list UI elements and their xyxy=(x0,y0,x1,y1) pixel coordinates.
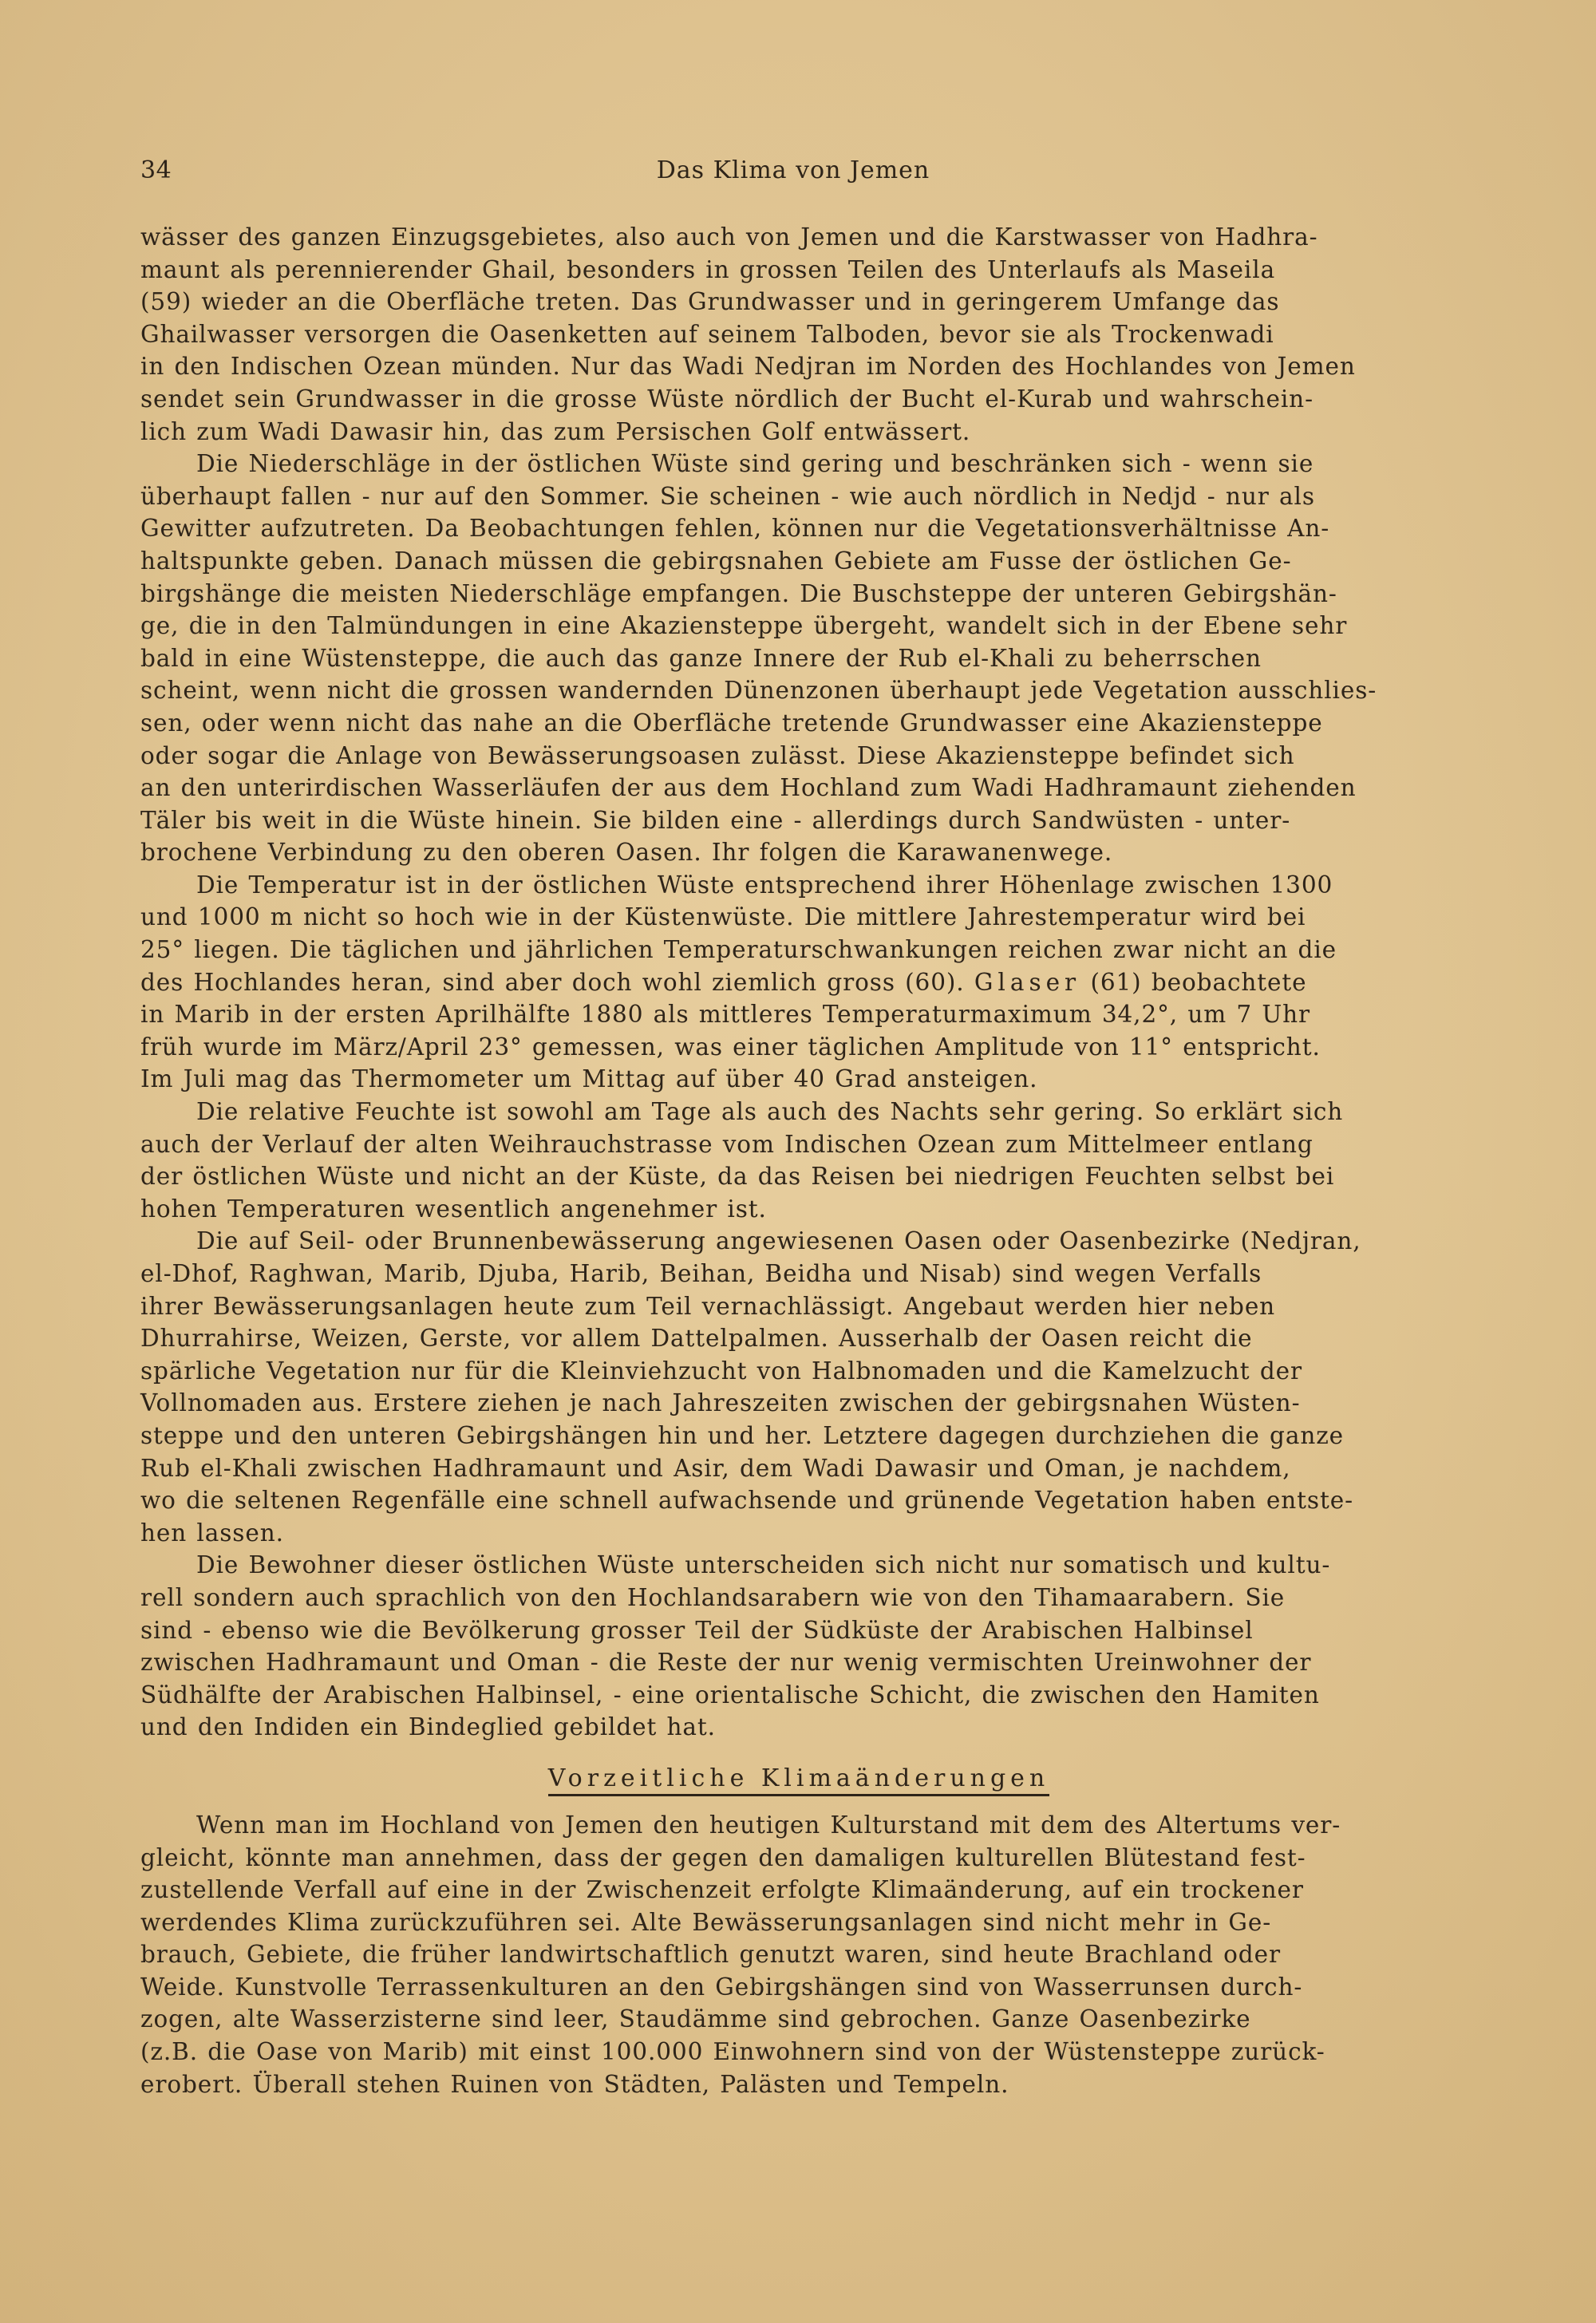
text-line: oder sogar die Anlage von Bewässerungsoasen zulässt. Diese Akaziensteppe befindet sich xyxy=(140,741,1295,769)
text-line: (z.B. die Oase von Marib) mit einst 100.000 Einwohnern sind von der Wüstensteppe zurück- xyxy=(140,2038,1325,2066)
text-segment: des Hochlandes heran, sind aber doch wohl ziemlich gross (60). xyxy=(140,968,965,996)
text-line: Im Juli mag das Thermometer um Mittag auf über 40 Grad ansteigen. xyxy=(140,1065,1038,1093)
running-title: Das Klima von Jemen xyxy=(656,156,930,184)
text-line: Dhurrahirse, Weizen, Gerste, vor allem Dattelpalmen. Ausserhalb der Oasen reicht die xyxy=(140,1325,1253,1353)
section-heading-text: Vorzeitliche Klimaänderungen xyxy=(548,1764,1050,1796)
text-line: Rub el-Khali zwischen Hadhramaunt und Asir, dem Wadi Dawasir und Oman, je nachdem, xyxy=(140,1454,1291,1482)
paragraph-4 xyxy=(140,1096,1457,1225)
paragraph-6 xyxy=(140,1549,1457,1744)
text-line: haltspunkte geben. Danach müssen die gebirgsnahen Gebiete am Fusse der östlichen Ge- xyxy=(140,547,1292,575)
section-paragraph-1 xyxy=(140,1809,1457,2100)
text-line: Vollnomaden aus. Erstere ziehen je nach Jahreszeiten zwischen der gebirgsnahen Wüsten- xyxy=(140,1389,1301,1417)
paragraph-3 xyxy=(140,869,1457,1096)
text-line: 25° liegen. Die täglichen und jährlichen Temperaturschwankungen reichen zwar nicht an die xyxy=(140,936,1337,964)
text-line: in den Indischen Ozean münden. Nur das Wadi Nedjran im Norden des Hochlandes von Jemen xyxy=(140,353,1356,381)
text-line: maunt als perennierender Ghail, besonders in grossen Teilen des Unterlaufs als Maseila xyxy=(140,255,1276,283)
text-line: wässer des ganzen Einzugsgebietes, also auch von Jemen und die Karstwasser von Hadhra- xyxy=(140,223,1318,251)
text-line: Gewitter aufzutreten. Da Beobachtungen fehlen, können nur die Vegetationsverhältnisse An- xyxy=(140,515,1330,543)
text-line: ge, die in den Talmündungen in eine Akaziensteppe übergeht, wandelt sich in der Ebene sehr xyxy=(140,612,1348,640)
text-line: rell sondern auch sprachlich von den Hochlandsarabern wie von den Tihamaarabern. Sie xyxy=(140,1583,1286,1611)
text-line: el-Dhof, Raghwan, Marib, Djuba, Harib, Beihan, Beidha und Nisab) sind wegen Verfalls xyxy=(140,1260,1262,1287)
text-line: sen, oder wenn nicht das nahe an die Oberfläche tretende Grundwasser eine Akaziensteppe xyxy=(140,709,1323,737)
text-line: Die auf Seil- oder Brunnenbewässerung angewiesenen Oasen oder Oasenbezirke (Nedjran, xyxy=(196,1227,1361,1255)
text-line: steppe und den unteren Gebirgshängen hin und her. Letztere dagegen durchziehen die ganze xyxy=(140,1421,1345,1449)
text-line: brauch, Gebiete, die früher landwirtschaftlich genutzt waren, sind heute Brachland oder xyxy=(140,1941,1281,1969)
text-line: zwischen Hadhramaunt und Oman - die Reste der nur wenig vermischten Ureinwohner der xyxy=(140,1649,1312,1677)
text-line: hohen Temperaturen wesentlich angenehmer ist. xyxy=(140,1195,767,1223)
text-line: Täler bis weit in die Wüste hinein. Sie bilden eine - allerdings durch Sandwüsten - unter- xyxy=(140,806,1291,834)
text-line: gleicht, könnte man annehmen, dass der gegen den damaligen kulturellen Blütestand fest- xyxy=(140,1843,1306,1871)
text-line: (59) wieder an die Oberfläche treten. Das Grundwasser und in geringerem Umfange das xyxy=(140,288,1280,316)
section-heading xyxy=(140,1763,1457,1809)
text-line: und 1000 m nicht so hoch wie in der Küstenwüste. Die mittlere Jahrestemperatur wird bei xyxy=(140,903,1306,931)
text-line: auch der Verlauf der alten Weihrauchstrasse vom Indischen Ozean zum Mittelmeer entlang xyxy=(140,1130,1314,1158)
text-line: bald in eine Wüstensteppe, die auch das ganze Innere der Rub el-Khali zu beherrschen xyxy=(140,644,1262,672)
text-line: Die Bewohner dieser östlichen Wüste unterscheiden sich nicht nur somatisch und kultu- xyxy=(196,1551,1331,1579)
text-line: Südhälfte der Arabischen Halbinsel, - eine orientalische Schicht, die zwischen den Hamiten xyxy=(140,1681,1320,1709)
paragraph-2 xyxy=(140,448,1457,869)
text-line: spärliche Vegetation nur für die Kleinviehzucht von Halbnomaden und die Kamelzucht der xyxy=(140,1357,1302,1385)
text-line: und den Indiden ein Bindeglied gebildet hat. xyxy=(140,1713,716,1741)
page-header xyxy=(140,156,1446,198)
text-line: wo die seltenen Regenfälle eine schnell aufwachsende und grünende Vegetation haben entste- xyxy=(140,1487,1353,1515)
text-line: erobert. Überall stehen Ruinen von Städten, Palästen und Tempeln. xyxy=(140,2070,1009,2098)
text-line: sind - ebenso wie die Bevölkerung grosser Teil der Südküste der Arabischen Halbinsel xyxy=(140,1616,1254,1644)
text-line: Wenn man im Hochland von Jemen den heutigen Kulturstand mit dem des Altertums ver- xyxy=(196,1811,1341,1839)
text-line: zustellende Verfall auf eine in der Zwischenzeit erfolgte Klimaänderung, auf ein trockener xyxy=(140,1876,1304,1904)
body-text xyxy=(140,221,1457,2100)
text-line: der östlichen Wüste und nicht an der Küste, da das Reisen bei niedrigen Feuchten selbst bei xyxy=(140,1163,1335,1191)
text-line: Die Niederschläge in der östlichen Wüste sind gering und beschränken sich - wenn sie xyxy=(196,450,1314,478)
text-line: an den unterirdischen Wasserläufen der aus dem Hochland zum Wadi Hadhramaunt ziehenden xyxy=(140,774,1357,802)
text-line: ihrer Bewässerungsanlagen heute zum Teil vernachlässigt. Angebaut werden hier neben xyxy=(140,1292,1276,1320)
paragraph-1 xyxy=(140,221,1457,448)
text-line: werdendes Klima zurückzuführen sei. Alte Bewässerungsanlagen sind nicht mehr in Ge- xyxy=(140,1908,1272,1936)
text-line: birgshänge die meisten Niederschläge empfangen. Die Buschsteppe der unteren Gebirgshän- xyxy=(140,579,1337,607)
text-line: sendet sein Grundwasser in die grosse Wüste nördlich der Bucht el-Kurab und wahrschein- xyxy=(140,385,1314,413)
text-line: hen lassen. xyxy=(140,1519,284,1547)
text-line: in Marib in der ersten Aprilhälfte 1880 als mittleres Temperaturmaximum 34,2°, um 7 Uhr xyxy=(140,1001,1310,1029)
text-segment: (61) beobachtete xyxy=(1090,968,1307,996)
text-line: Ghailwasser versorgen die Oasenketten auf seinem Talboden, bevor sie als Trockenwadi xyxy=(140,320,1274,348)
text-line: brochene Verbindung zu den oberen Oasen. Ihr folgen die Karawanenwege. xyxy=(140,839,1113,867)
text-line: Die relative Feuchte ist sowohl am Tage als auch des Nachts sehr gering. So erklärt sich xyxy=(196,1098,1344,1126)
author-name: Glaser xyxy=(974,968,1081,996)
text-line: lich zum Wadi Dawasir hin, das zum Persischen Golf entwässert. xyxy=(140,417,971,445)
text-line: Weide. Kunstvolle Terrassenkulturen an den Gebirgshängen sind von Wasserrunsen durch- xyxy=(140,1973,1303,2001)
text-line: zogen, alte Wasserzisterne sind leer, Staudämme sind gebrochen. Ganze Oasenbezirke xyxy=(140,2005,1251,2033)
text-line xyxy=(140,966,1457,999)
text-line: früh wurde im März/April 23° gemessen, was einer täglichen Amplitude von 11° entspricht. xyxy=(140,1033,1321,1061)
text-line: scheint, wenn nicht die grossen wandernden Dünenzonen überhaupt jede Vegetation ausschlies- xyxy=(140,677,1377,705)
page-number: 34 xyxy=(140,156,172,184)
text-line: überhaupt fallen - nur auf den Sommer. Sie scheinen - wie auch nördlich in Nedjd - nur als xyxy=(140,482,1315,510)
text-line: Die Temperatur ist in der östlichen Wüste entsprechend ihrer Höhenlage zwischen 1300 xyxy=(196,871,1333,899)
paragraph-5 xyxy=(140,1225,1457,1549)
